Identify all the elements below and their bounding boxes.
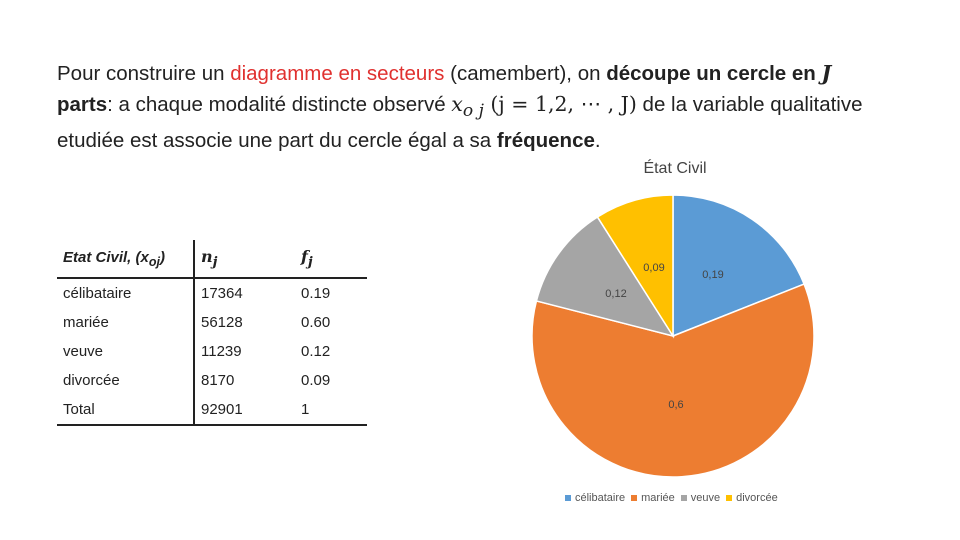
cell-frequency: 0.09 xyxy=(301,372,331,389)
cell-count: 92901 xyxy=(194,395,295,425)
legend-swatch-1 xyxy=(631,495,637,501)
intro-bold-frequency: fréquence xyxy=(496,129,595,153)
pie-data-label-0: 0,19 xyxy=(702,269,724,281)
header-etat-civil: Etat Civil, $(x_{oj})$ xyxy=(57,240,194,278)
legend-swatch-0 xyxy=(565,495,571,501)
legend-label-3: divorcée xyxy=(736,492,778,504)
legend-item-3 xyxy=(726,492,778,504)
chart-legend xyxy=(565,492,778,504)
legend-swatch-2 xyxy=(681,495,687,501)
intro-text-11: de la variable qualitative etudiée est associe une part du cercle égal a sa xyxy=(57,93,863,153)
header-nj: $n_j$ xyxy=(194,240,295,278)
intro-text-3: (camembert), on xyxy=(444,62,607,85)
cell-category: veuve xyxy=(57,337,194,366)
cell-category: Total xyxy=(57,395,194,425)
intro-math-index: (j = 1,2, ⋯ , J) xyxy=(483,92,637,116)
cell-frequency: 0.60 xyxy=(301,314,331,331)
legend-swatch-3 xyxy=(726,495,732,501)
cell-count: 17364 xyxy=(201,285,243,302)
intro-math-oj: o j xyxy=(462,101,484,122)
intro-math-J: J xyxy=(821,61,832,85)
cell-count: 8170 xyxy=(201,372,235,389)
legend-item-2 xyxy=(681,492,720,504)
header-fj: $f_j$ xyxy=(295,240,367,278)
intro-text-13: . xyxy=(594,129,601,153)
cell-count: 56128 xyxy=(201,314,243,331)
legend-label-0: célibataire xyxy=(575,492,626,504)
cell-category: mariée xyxy=(57,308,194,337)
intro-text-1: Pour construire un xyxy=(57,62,231,85)
intro-bold-parts: parts xyxy=(57,93,108,116)
intro-math-x: x xyxy=(451,92,463,116)
pie-data-label-3: 0,09 xyxy=(643,262,665,274)
cell-frequency: 0.19 xyxy=(301,285,331,302)
cell-count: 11239 xyxy=(201,343,242,360)
intro-bold-cut: découpe un cercle en xyxy=(606,62,822,85)
pie-data-label-1: 0,6 xyxy=(668,399,684,411)
intro-highlight-pie-chart: diagramme en secteurs xyxy=(230,62,445,85)
chart-title: État Civil xyxy=(643,160,707,177)
legend-item-1 xyxy=(631,492,675,504)
legend-label-2: veuve xyxy=(690,492,721,504)
pie-data-label-2: 0,12 xyxy=(605,288,627,300)
cell-category: célibataire xyxy=(57,278,194,308)
legend-label-1: mariée xyxy=(641,492,675,504)
cell-frequency: 1 xyxy=(295,395,367,425)
cell-frequency: 0.12 xyxy=(301,343,331,360)
intro-text-7: : a chaque modalité distincte observé xyxy=(107,93,452,116)
legend-item-0 xyxy=(565,492,625,504)
cell-category: divorcée xyxy=(57,366,194,395)
